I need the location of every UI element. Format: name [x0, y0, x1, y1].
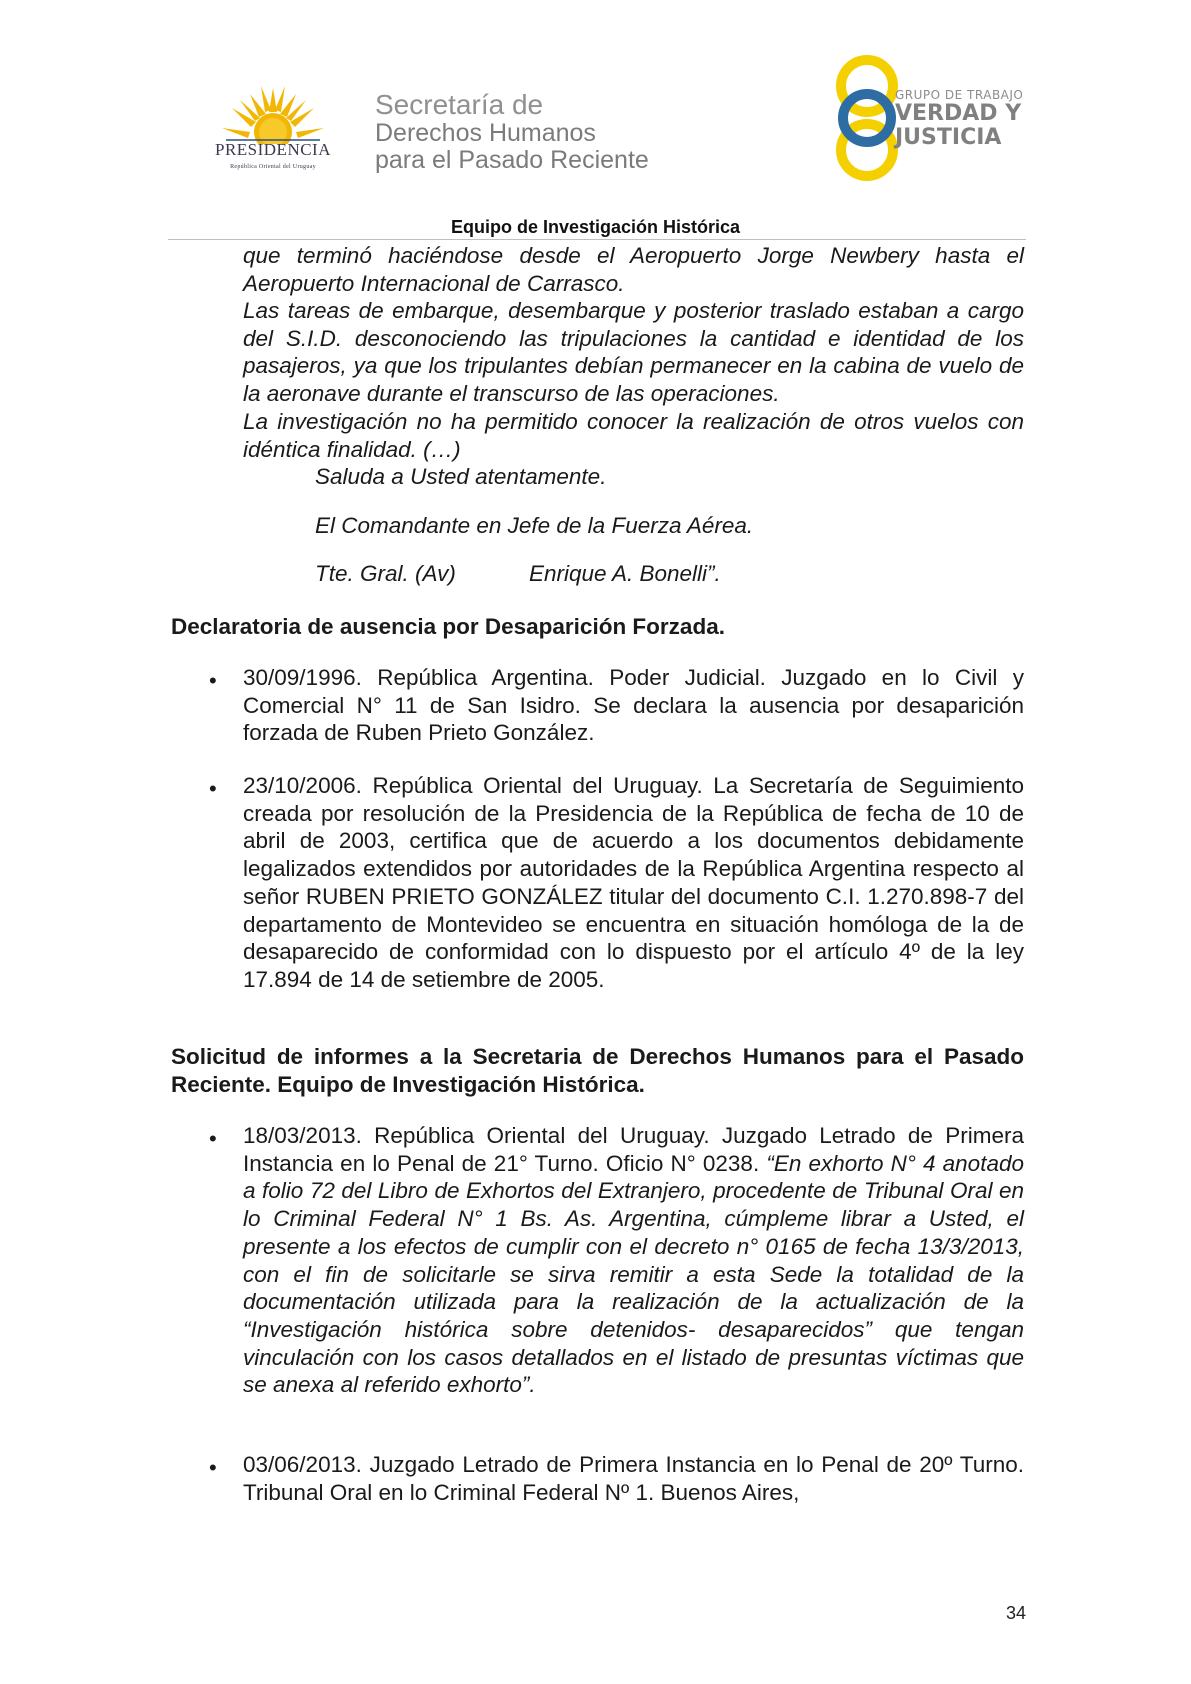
quote-paragraph-1: que terminó haciéndose desde el Aeropuerto Jorge Newbery hasta el Aeropuerto Internacional de Carrasco. — [243, 243, 1024, 296]
page-number: 34 — [1006, 1603, 1027, 1623]
bullet-icon: • — [209, 668, 217, 693]
sun-icon — [198, 82, 348, 144]
list-item: 03/06/2013. Juzgado Letrado de Primera Instancia en lo Penal de 20º Turno. Tribunal Oral en lo Criminal Federal Nº 1. Buenos Aires, — [243, 1452, 1024, 1505]
list-item — [243, 1122, 1024, 1399]
section-heading-declaratoria: Declaratoria de ausencia por Desaparición Forzada. — [171, 614, 725, 639]
verdad-justicia-wordmark — [895, 88, 1023, 150]
team-title: Equipo de Investigación Histórica — [450, 217, 741, 237]
secretaria-title — [375, 90, 649, 174]
bullet-icon: • — [209, 1455, 217, 1480]
list-item: 30/09/1996. República Argentina. Poder Judicial. Juzgado en lo Civil y Comercial N° 11 de San Isidro. Se declara la ausencia por desaparición forzada de Ruben Prieto González. — [243, 665, 1024, 746]
list-item: 23/10/2006. República Oriental del Uruguay. La Secretaría de Seguimiento creada por resolución de la Presidencia de la República de fecha de 10 de abril de 2003, certifica que de acuerdo a los documentos debidamente legalizados extendidos por autoridades de la República Argentina respecto al señor RUBEN PRIETO GONZÁLEZ titular del documento C.I. 1.270.898-7 del departamento de Montevideo se encuentra en situación homóloga de la de desaparecido de conformidad con lo dispuesto por el artículo 4º de la ley 17.894 de 14 de setiembre de 2005. — [243, 773, 1024, 992]
secretaria-line-1: Secretaría de — [375, 89, 544, 120]
section-heading-solicitud: Solicitud de informes a la Secretaria de Derechos Humanos para el Pasado Reciente. Equipo de Investigación Histórica. — [171, 1044, 1024, 1097]
bullet-icon: • — [209, 1126, 217, 1151]
presidencia-wordmark: PRESIDENCIA — [214, 140, 331, 159]
list-item-quote: “En exhorto N° 4 anotado a folio 72 del Libro de Exhortos del Extranjero, procedente de Tribunal Oral en lo Criminal Federal N° 1 Bs. As. Argentina, cúmpleme librar a Usted, el presente a los efectos de cumplir con el decreto n° 0165 de fecha 13/3/2013, con el fin de solicitarle se sirva remitir a esta Sede la totalidad de la documentación utilizada para la realización de la actualización de la “Investigación histórica sobre detenidos- desaparecidos” que tengan vinculación con los casos detallados en el listado de presuntas víctimas que se anexa al referido exhorto”. — [243, 1150, 1024, 1398]
signer-role: El Comandante en Jefe de la Fuerza Aérea. — [315, 513, 754, 538]
gt-big-label-2: JUSTICIA — [895, 125, 1002, 150]
quote-paragraph-3: La investigación no ha permitido conocer la realización de otros vuelos con idéntica finalidad. (…) — [243, 409, 1024, 462]
gt-big-label-1: VERDAD Y — [895, 101, 1022, 126]
secretaria-line-3: para el Pasado Reciente — [375, 146, 649, 174]
secretaria-line-2: Derechos Humanos — [375, 119, 596, 147]
quote-paragraph-2: Las tareas de embarque, desembarque y posterior traslado estaban a cargo del S.I.D. desconociendo las tripulaciones la cantidad e identidad de los pasajeros, ya que los tripulantes debían permanecer en la cabina de vuelo de la aeronave durante el transcurso de las operaciones. — [243, 298, 1024, 407]
header-divider — [168, 239, 1026, 240]
presidencia-logo — [198, 82, 348, 182]
list-item-text: 18/03/2013. República Oriental del Uruguay. Juzgado Letrado de Primera Instancia en lo Penal de 21° Turno. Oficio N° 0238. — [243, 1123, 1024, 1176]
quote-greeting: Saluda a Usted atentamente. — [315, 464, 607, 489]
page-header — [0, 0, 1191, 240]
signer-rank: Tte. Gral. (Av) — [315, 561, 456, 586]
gt-small-label: GRUPO DE TRABAJO — [895, 88, 1024, 102]
signer-name: Enrique A. Bonelli”. — [529, 561, 721, 586]
bullet-icon: • — [209, 776, 217, 801]
presidencia-subtitle: República Oriental del Uruguay — [230, 164, 316, 170]
